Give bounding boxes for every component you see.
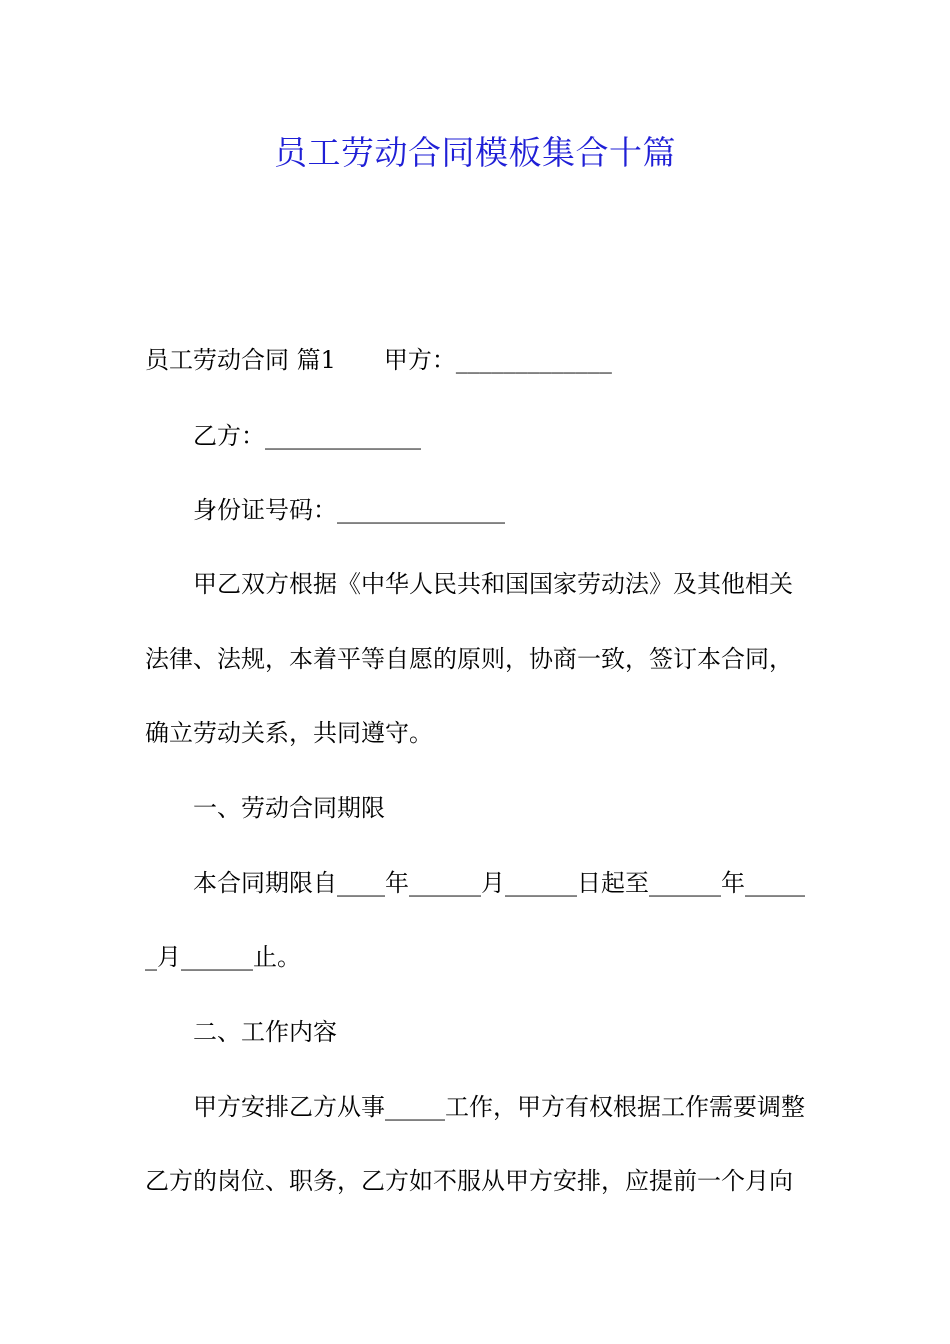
paragraph-line: 甲乙双方根据《中华人民共和国国家劳动法》及其他相关: [193, 570, 793, 598]
section-heading-term: 一、劳动合同期限: [193, 794, 385, 822]
contract-heading-line: [145, 343, 612, 377]
contract-heading: 员工劳动合同 篇1: [145, 346, 336, 374]
paragraph-line: 法律、法规，本着平等自愿的原则，协商一致，签订本合同，: [145, 645, 793, 673]
document-title: 员工劳动合同模板集合十篇: [274, 133, 676, 172]
paragraph-line: 本合同期限自____年______月______日起至______年_____: [193, 869, 805, 897]
section-heading-work: 二、工作内容: [193, 1018, 337, 1046]
id-number-field: 身份证号码：______________: [193, 496, 505, 524]
paragraph-line: _月______止。: [145, 943, 301, 971]
party-b-field: 乙方：_____________: [193, 422, 421, 450]
paragraph-line: 确立劳动关系，共同遵守。: [145, 719, 433, 747]
party-a-field: 甲方：_____________: [383, 346, 612, 374]
paragraph-line: 乙方的岗位、职务，乙方如不服从甲方安排，应提前一个月向: [145, 1167, 793, 1195]
paragraph-line: 甲方安排乙方从事_____工作，甲方有权根据工作需要调整: [193, 1093, 805, 1121]
